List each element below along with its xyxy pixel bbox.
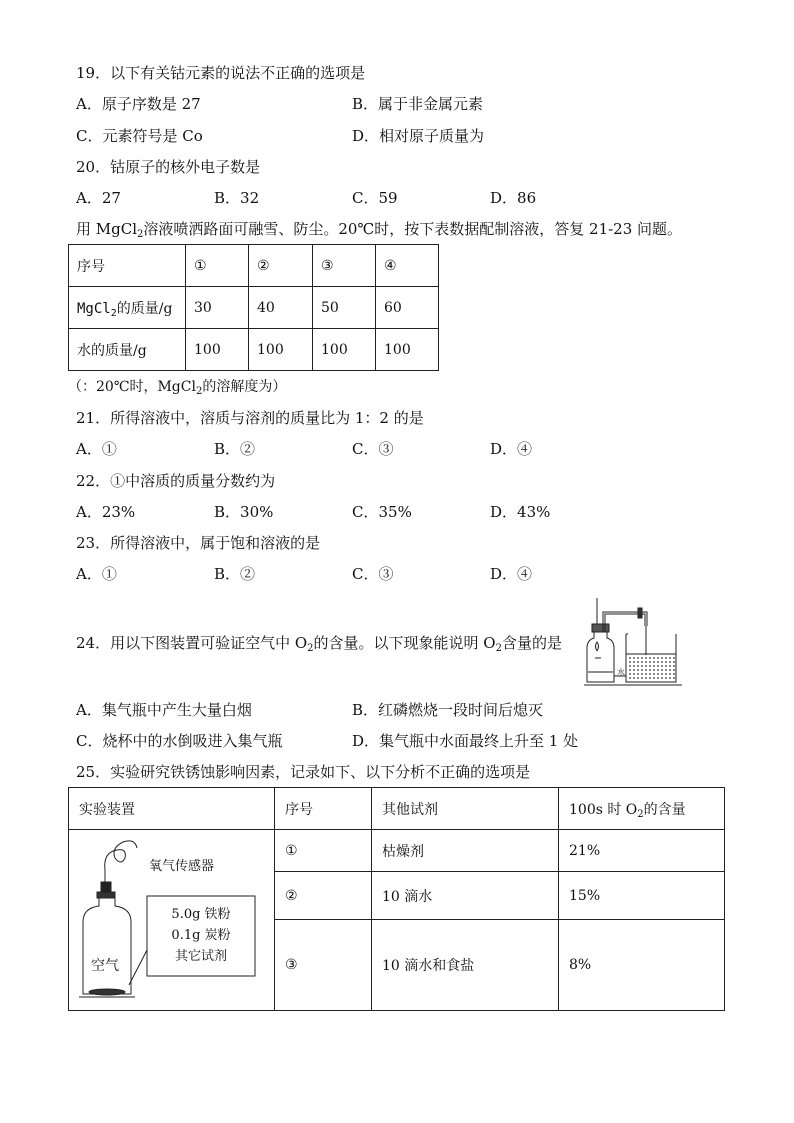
table-cell: ② [275, 872, 372, 920]
q24-option-d: D．集气瓶中水面最终上升至 1 处 [352, 732, 579, 750]
iron-rust-table [68, 787, 725, 1011]
table-cell: 10 滴水和食盐 [372, 920, 559, 1011]
q22-option-b: B．30% [214, 503, 274, 521]
table-cell: ② [249, 245, 313, 287]
q22-option-d: D．43% [490, 503, 551, 521]
q20-option-b: B．32 [214, 189, 260, 207]
table-cell: 枯燥剂 [372, 830, 559, 872]
intro-text-pre: 用 MgCl [76, 220, 138, 238]
table-cell: 30 [186, 287, 249, 329]
table-cell: 15% [559, 872, 725, 920]
table-cell: ① [186, 245, 249, 287]
q23-option-b: B．② [214, 565, 256, 583]
q24-stem: 24．用以下图装置可验证空气中 $O_2$的含量。以下现象能说明 $O_2$含量的是 [76, 634, 562, 654]
box-line-3: 其它试剂 [174, 949, 228, 964]
apparatus-cell [69, 830, 275, 1011]
sensor-label: 氧气传感器 [149, 859, 215, 874]
table-cell: ③ [313, 245, 376, 287]
q23-option-d: D．④ [490, 565, 533, 583]
table-cell: 8% [559, 920, 725, 1011]
q19-stem: 19．以下有关钴元素的说法不正确的选项是 [76, 64, 366, 82]
air-label: 空气 [91, 958, 119, 974]
q20-option-d: D．86 [490, 189, 537, 207]
box-line-1: 5.0g 铁粉 [171, 907, 231, 922]
q24-option-a: A．集气瓶中产生大量白烟 [76, 701, 252, 719]
q22-stem: 22．①中溶质的质量分数约为 [76, 472, 276, 490]
q22-option-c: C．35% [352, 503, 412, 521]
table-cell: 序号 [69, 245, 186, 287]
q21-option-c: C．③ [352, 440, 394, 458]
q20-option-c: C．59 [352, 189, 398, 207]
table-header-number: 序号 [275, 788, 372, 830]
table-cell: 100 [376, 329, 439, 371]
table-cell: ① [275, 830, 372, 872]
table-cell: 100 [313, 329, 376, 371]
q21-23-intro [76, 219, 682, 239]
table-row [69, 287, 439, 329]
table-row-label: 水的质量/g [69, 329, 186, 371]
q19-option-c: C．元素符号是 Co [76, 127, 203, 145]
table-row-label: MgCl$_2$的质量/g [69, 287, 186, 329]
table-cell: 10 滴水 [372, 872, 559, 920]
table-cell: ④ [376, 245, 439, 287]
mgcl2-table [68, 244, 439, 371]
table-header-reagent: 其他试剂 [372, 788, 559, 830]
table-header-row [69, 788, 725, 830]
q24-option-c: C．烧杯中的水倒吸进入集气瓶 [76, 732, 283, 750]
q21-option-d: D．④ [490, 440, 533, 458]
q22-option-a: A．23% [76, 503, 136, 521]
table-cell: 60 [376, 287, 439, 329]
table-row [69, 329, 439, 371]
q25-stem: 25．实验研究铁锈蚀影响因素，记录如下、以下分析不正确的选项是 [76, 763, 531, 781]
table-header-o2: 100s 时 $O_2$的含量 [559, 788, 725, 830]
table-cell: 100 [186, 329, 249, 371]
q21-option-b: B．② [214, 440, 256, 458]
table-header-row [69, 245, 439, 287]
box-line-2: 0.1g 炭粉 [171, 928, 231, 943]
oxygen-sensor-apparatus-figure [69, 830, 273, 1010]
table-cell: 100 [249, 329, 313, 371]
intro-text-post: 溶液喷洒路面可融雪、防尘。20℃时，按下表数据配制溶液，答复 21-23 问题。 [143, 220, 683, 238]
q19-option-a: A．原子序数是 27 [76, 95, 201, 113]
table-cell: 40 [249, 287, 313, 329]
q20-stem: 20．钴原子的核外电子数是 [76, 158, 261, 176]
q21-stem: 21．所得溶液中，溶质与溶剂的质量比为 1：2 的是 [76, 409, 424, 427]
q21-option-a: A．① [76, 440, 117, 458]
table-cell: 50 [313, 287, 376, 329]
q23-stem: 23．所得溶液中，属于饱和溶液的是 [76, 534, 321, 552]
solubility-note: （：20℃时，MgCl$_2$的溶解度为） [68, 379, 287, 397]
q19-option-d: D．相对原子质量为 [352, 127, 485, 145]
q19-option-b: B．属于非金属元素 [352, 95, 484, 113]
red-phosphorus-apparatus-figure [584, 596, 684, 688]
table-row [69, 830, 725, 872]
table-cell: 21% [559, 830, 725, 872]
intro-subscript: 2 [137, 229, 144, 240]
table-header-apparatus: 实验装置 [69, 788, 275, 830]
water-label: 水 [617, 668, 625, 677]
q24-option-b: B．红磷燃烧一段时间后熄灭 [352, 701, 544, 719]
q23-option-a: A．① [76, 565, 117, 583]
q20-option-a: A．27 [76, 189, 121, 207]
table-cell: ③ [275, 920, 372, 1011]
q23-option-c: C．③ [352, 565, 394, 583]
